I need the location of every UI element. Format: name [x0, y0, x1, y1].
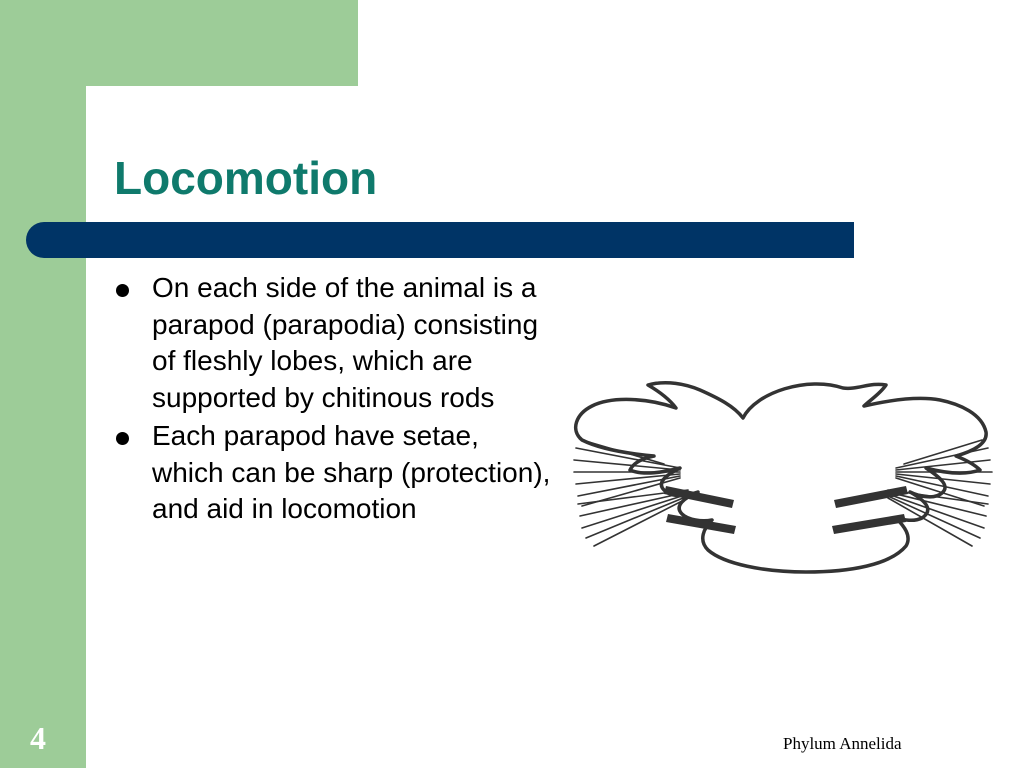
bullet-list: [112, 270, 552, 530]
slide-title: Locomotion: [114, 152, 378, 204]
bullet-item: Each parapod have setae, which can be sharp (protection), and aid in locomotion: [112, 418, 552, 528]
title-underline-bar: [26, 222, 854, 258]
slide-number: 4: [30, 720, 46, 756]
parapodia-cross-section-icon: [568, 360, 998, 590]
footer-text: Phylum Annelida: [783, 734, 902, 753]
background-green-left: [0, 0, 86, 768]
bullet-item: On each side of the animal is a parapod (parapodia) consisting of fleshly lobes, which are supported by chitinous rods: [112, 270, 552, 416]
